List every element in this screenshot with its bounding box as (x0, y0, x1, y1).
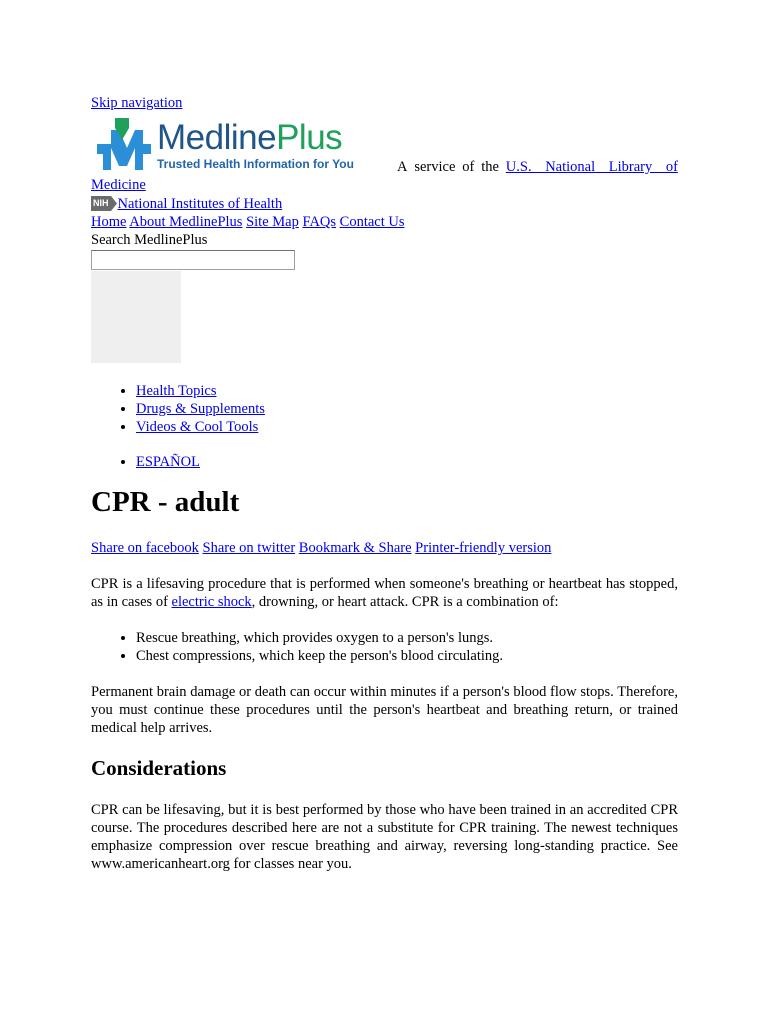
service-statement (397, 158, 678, 176)
service-word: A (397, 159, 408, 175)
logo-tagline: Trusted Health Information for You (157, 157, 354, 171)
brain-damage-paragraph: Permanent brain damage or death can occur within minutes if a person's blood flow stops. Therefore, you must continue these procedures until the person's heartbeat and breathing return, or trained medical help arrives. (91, 684, 678, 736)
share-bar (91, 539, 678, 557)
nih-logo-icon (91, 196, 117, 211)
nlm-link-part2[interactable]: Medicine (91, 177, 146, 193)
nih-chevron-icon (111, 196, 117, 211)
nav-contact-link[interactable]: Contact Us (339, 214, 405, 230)
intro-paragraph (91, 575, 678, 611)
intro-text: CPR is a lifesaving procedure that is performed when someone's breathing or heartbeat has stopped, as in cases of (91, 576, 678, 610)
medlineplus-logo[interactable] (91, 114, 395, 176)
printer-friendly-link[interactable]: Printer-friendly version (415, 540, 552, 556)
nlm-link-line2 (91, 176, 678, 194)
page-title: CPR - adult (91, 486, 240, 518)
search-input[interactable] (91, 250, 295, 270)
considerations-paragraph: CPR can be lifesaving, but it is best performed by those who have been trained in an accredited CPR course. The procedures described here are not a substitute for CPR training. The newest techniques emphasize compression over rescue breathing and airway, reversing long-standing practice. See www.americanheart.org for classes near you. (91, 802, 678, 872)
main-menu (91, 382, 678, 436)
search-label: Search MedlinePlus (91, 232, 208, 248)
service-word: of (462, 159, 475, 175)
menu-item (136, 453, 678, 471)
list-item: • Rescue breathing, which provides oxygen to a person's lungs. (136, 629, 678, 647)
considerations-heading: Considerations (91, 756, 227, 780)
list-item: • Chest compressions, which keep the person's blood circulating. (136, 647, 678, 665)
menu-item (136, 382, 678, 400)
language-menu (91, 453, 678, 471)
menu-health-topics-link[interactable]: Health Topics (136, 383, 217, 399)
page (91, 94, 678, 873)
top-nav (91, 213, 678, 231)
nlm-link-part1[interactable]: U.S. National Library of (505, 159, 678, 175)
search-button[interactable] (91, 271, 181, 363)
nav-sitemap-link[interactable]: Site Map (246, 214, 299, 230)
nav-home-link[interactable]: Home (91, 214, 127, 230)
menu-videos-tools-link[interactable]: Videos & Cool Tools (136, 419, 259, 435)
menu-item (136, 400, 678, 418)
share-twitter-link[interactable]: Share on twitter (202, 540, 296, 556)
nih-row (91, 194, 678, 213)
intro-text-end: , drowning, or heart attack. CPR is a combination of: (251, 594, 559, 610)
menu-item (136, 418, 678, 436)
electric-shock-link[interactable]: electric shock (171, 594, 252, 610)
logo-title (157, 119, 354, 157)
logo-wordmark (157, 119, 354, 171)
service-word: service (414, 159, 456, 175)
nih-link[interactable]: National Institutes of Health (117, 195, 283, 212)
nih-badge-text: NIH (91, 196, 111, 211)
skip-navigation-link[interactable]: Skip navigation (91, 95, 183, 111)
logo-title-medline: Medline (157, 118, 277, 157)
espanol-link[interactable]: ESPAÑOL (136, 454, 200, 470)
nav-about-link[interactable]: About MedlinePlus (129, 214, 243, 230)
cpr-components-list (91, 629, 678, 665)
nav-faqs-link[interactable]: FAQs (302, 214, 337, 230)
service-word: the (481, 159, 499, 175)
medlineplus-logo-icon (91, 114, 153, 176)
menu-drugs-supplements-link[interactable]: Drugs & Supplements (136, 401, 265, 417)
logo-title-plus: Plus (276, 118, 343, 157)
bookmark-share-link[interactable]: Bookmark & Share (298, 540, 412, 556)
share-facebook-link[interactable]: Share on facebook (91, 540, 199, 556)
masthead (91, 114, 678, 176)
